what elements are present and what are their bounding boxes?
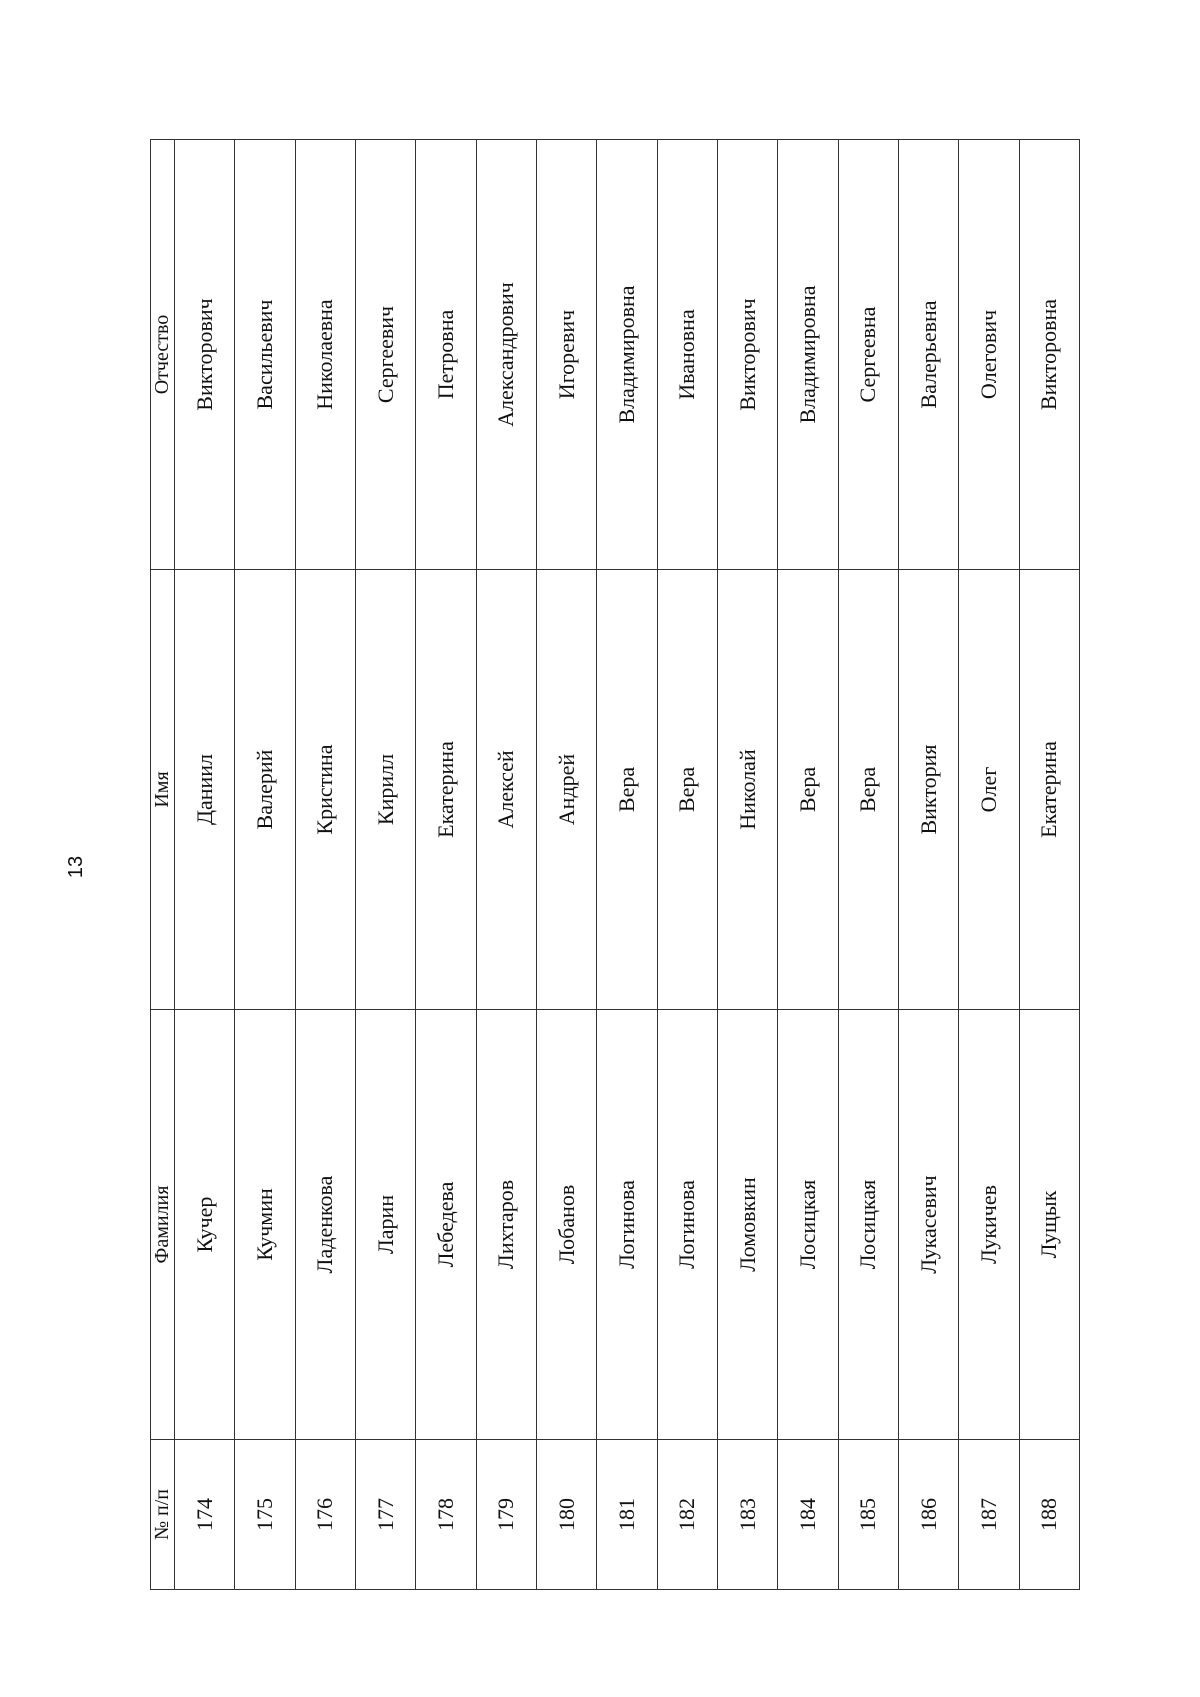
cell-first-name: Николай	[717, 570, 777, 1010]
cell-number: 183	[717, 1440, 777, 1590]
cell-last-name: Лущык	[1019, 1010, 1079, 1440]
table-row	[416, 140, 476, 1590]
header-patronymic: Отчество	[151, 140, 175, 570]
cell-last-name: Лукичев	[959, 1010, 1019, 1440]
table-row	[657, 140, 717, 1590]
cell-last-name: Лосицкая	[838, 1010, 898, 1440]
table-row	[898, 140, 958, 1590]
cell-first-name: Олег	[959, 570, 1019, 1010]
cell-patronymic: Игоревич	[536, 140, 596, 570]
cell-last-name: Ломовкин	[717, 1010, 777, 1440]
cell-first-name: Андрей	[536, 570, 596, 1010]
table-row	[1019, 140, 1079, 1590]
table-row	[175, 140, 235, 1590]
cell-number: 181	[597, 1440, 657, 1590]
page-number: 13	[65, 855, 87, 879]
roster-table	[150, 139, 1080, 1590]
cell-last-name: Ладенкова	[295, 1010, 355, 1440]
header-first-name: Имя	[151, 570, 175, 1010]
table-row	[717, 140, 777, 1590]
cell-number: 184	[778, 1440, 838, 1590]
cell-patronymic: Сергеевич	[355, 140, 415, 570]
cell-patronymic: Викторович	[717, 140, 777, 570]
cell-first-name: Виктория	[898, 570, 958, 1010]
cell-patronymic: Олегович	[959, 140, 1019, 570]
cell-patronymic: Петровна	[416, 140, 476, 570]
cell-number: 188	[1019, 1440, 1079, 1590]
cell-patronymic: Ивановна	[657, 140, 717, 570]
header-number: № п/п	[151, 1440, 175, 1590]
cell-number: 180	[536, 1440, 596, 1590]
header-last-name: Фамилия	[151, 1010, 175, 1440]
cell-last-name: Ларин	[355, 1010, 415, 1440]
cell-patronymic: Васильевич	[235, 140, 295, 570]
table-header-row	[151, 140, 175, 1590]
cell-patronymic: Валерьевна	[898, 140, 958, 570]
cell-number: 174	[175, 1440, 235, 1590]
cell-patronymic: Александрович	[476, 140, 536, 570]
table-row	[235, 140, 295, 1590]
cell-last-name: Лукасевич	[898, 1010, 958, 1440]
cell-last-name: Логинова	[597, 1010, 657, 1440]
cell-first-name: Даниил	[175, 570, 235, 1010]
cell-patronymic: Викторович	[175, 140, 235, 570]
cell-first-name: Вера	[778, 570, 838, 1010]
table-row	[536, 140, 596, 1590]
cell-number: 182	[657, 1440, 717, 1590]
table-row	[355, 140, 415, 1590]
cell-first-name: Алексей	[476, 570, 536, 1010]
cell-first-name: Екатерина	[416, 570, 476, 1010]
cell-last-name: Кучмин	[235, 1010, 295, 1440]
cell-patronymic: Николаевна	[295, 140, 355, 570]
cell-patronymic: Сергеевна	[838, 140, 898, 570]
cell-last-name: Лобанов	[536, 1010, 596, 1440]
cell-first-name: Вера	[838, 570, 898, 1010]
cell-first-name: Вера	[597, 570, 657, 1010]
cell-patronymic: Викторовна	[1019, 140, 1079, 570]
table-row	[597, 140, 657, 1590]
table-row	[838, 140, 898, 1590]
cell-number: 177	[355, 1440, 415, 1590]
cell-number: 185	[838, 1440, 898, 1590]
table-row	[959, 140, 1019, 1590]
rotated-table-container	[150, 140, 1080, 1590]
cell-patronymic: Владимировна	[597, 140, 657, 570]
cell-number: 176	[295, 1440, 355, 1590]
cell-last-name: Логинова	[657, 1010, 717, 1440]
cell-first-name: Екатерина	[1019, 570, 1079, 1010]
cell-first-name: Кирилл	[355, 570, 415, 1010]
cell-first-name: Кристина	[295, 570, 355, 1010]
table-row	[778, 140, 838, 1590]
cell-patronymic: Владимировна	[778, 140, 838, 570]
table-body	[175, 140, 1080, 1590]
cell-number: 179	[476, 1440, 536, 1590]
cell-number: 178	[416, 1440, 476, 1590]
cell-last-name: Лихтаров	[476, 1010, 536, 1440]
cell-last-name: Лосицкая	[778, 1010, 838, 1440]
table-row	[476, 140, 536, 1590]
cell-number: 186	[898, 1440, 958, 1590]
table-row	[295, 140, 355, 1590]
cell-last-name: Кучер	[175, 1010, 235, 1440]
cell-first-name: Вера	[657, 570, 717, 1010]
cell-first-name: Валерий	[235, 570, 295, 1010]
cell-last-name: Лебедева	[416, 1010, 476, 1440]
cell-number: 187	[959, 1440, 1019, 1590]
cell-number: 175	[235, 1440, 295, 1590]
